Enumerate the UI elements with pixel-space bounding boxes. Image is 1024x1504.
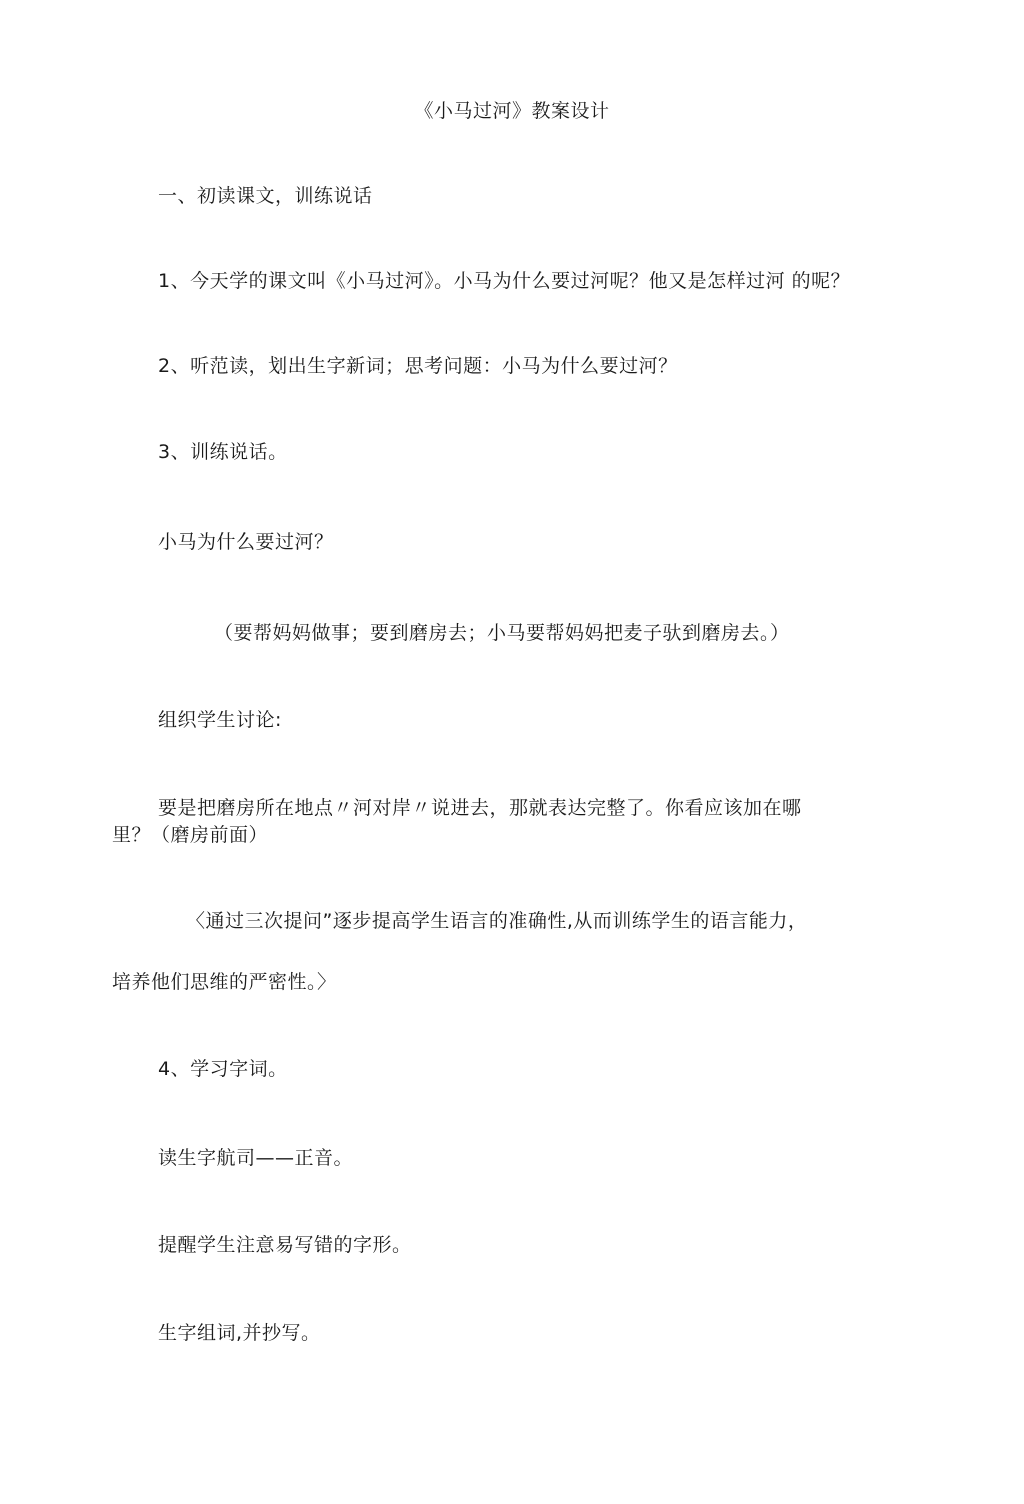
note-line-1: 〈通过三次提问”逐步提高学生语言的准确性,从而训练学生的语言能力， (186, 910, 808, 932)
note-line-2: 培养他们思维的严密性。〉 (112, 971, 337, 993)
step-form-words: 生字组词,并抄写。 (158, 1322, 321, 1344)
list-item-3: 3、训练说话。 (158, 441, 288, 463)
list-item-1: 1、今天学的课文叫《小马过河》。小马为什么要过河呢？他又是怎样过河 的呢？ (158, 270, 851, 292)
question-text: 小马为什么要过河？ (158, 531, 334, 553)
list-item-4: 4、学习字词。 (158, 1058, 288, 1080)
paragraph-line-2: 里？（磨房前面） (112, 824, 269, 846)
section-heading: 一、初读课文，训练说话 (158, 185, 373, 207)
discussion-label: 组织学生讨论: (158, 709, 282, 731)
step-read-characters: 读生字航司——正音。 (158, 1147, 354, 1169)
document-title: 《小马过河》教案设计 (414, 100, 610, 122)
list-item-2: 2、听范读，划出生字新词；思考问题：小马为什么要过河？ (158, 355, 678, 377)
step-remind-students: 提醒学生注意易写错的字形。 (158, 1234, 412, 1256)
paragraph-line-1: 要是把磨房所在地点〃河对岸〃说进去，那就表达完整了。你看应该加在哪 (158, 797, 802, 819)
answer-text: （要帮妈妈做事；要到磨房去；小马要帮妈妈把麦子驮到磨房去。） (214, 622, 790, 644)
